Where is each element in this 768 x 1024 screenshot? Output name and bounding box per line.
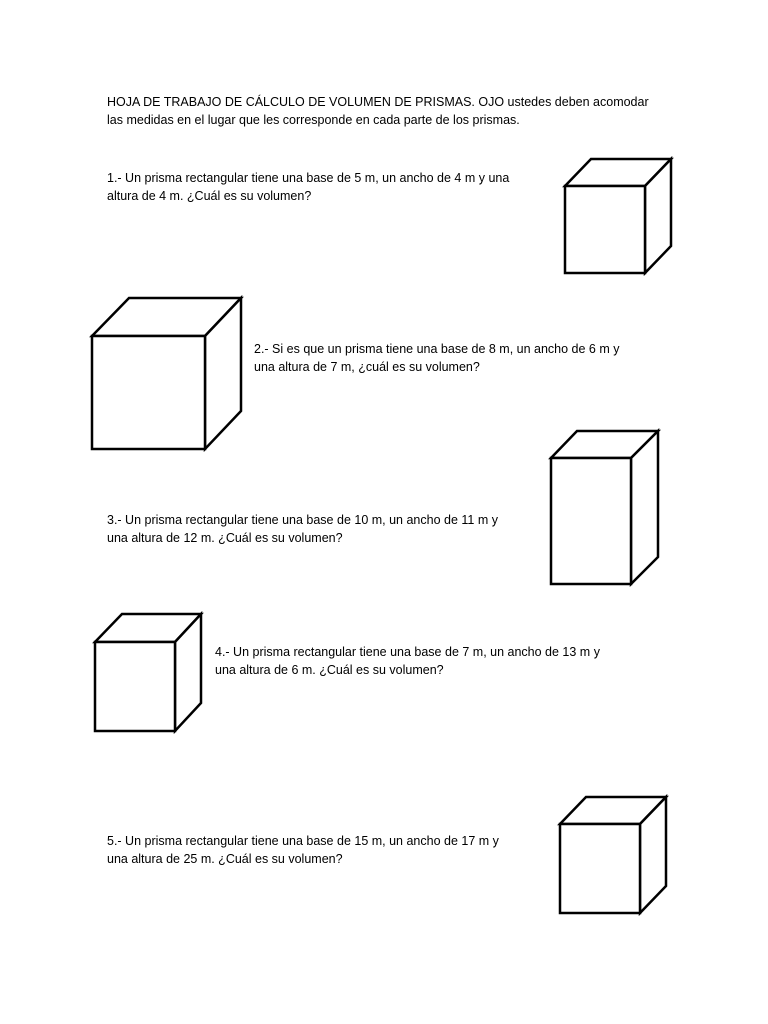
problem-1-line-1: 1.- Un prisma rectangular tiene una base de 5 m, un ancho de 4 m y una: [107, 171, 510, 185]
title-line-1: HOJA DE TRABAJO DE CÁLCULO DE VOLUMEN DE PRISMAS. OJO ustedes deben acomodar: [107, 95, 649, 109]
problem-1-line-2: altura de 4 m. ¿Cuál es su volumen?: [107, 189, 312, 203]
problem-5-line-1: 5.- Un prisma rectangular tiene una base de 15 m, un ancho de 17 m y: [107, 834, 499, 848]
prism-4-front-face: [95, 642, 175, 731]
problem-3-line-2: una altura de 12 m. ¿Cuál es su volumen?: [107, 531, 343, 545]
problem-3-line-1: 3.- Un prisma rectangular tiene una base de 10 m, un ancho de 11 m y: [107, 513, 498, 527]
prism-1-drawing: [560, 154, 676, 278]
prism-1-front-face: [565, 186, 645, 273]
prism-2-front-face: [92, 336, 205, 449]
problem-5: [107, 832, 499, 868]
problem-4-line-2: una altura de 6 m. ¿Cuál es su volumen?: [215, 663, 444, 677]
problem-3: [107, 511, 498, 547]
problem-2-line-2: una altura de 7 m, ¿cuál es su volumen?: [254, 360, 480, 374]
problem-4-line-1: 4.- Un prisma rectangular tiene una base de 7 m, un ancho de 13 m y: [215, 645, 600, 659]
problem-1: [107, 169, 509, 205]
problem-2-line-1: 2.- Si es que un prisma tiene una base de 8 m, un ancho de 6 m y: [254, 342, 620, 356]
prism-3-side-face: [631, 431, 658, 584]
problem-4: [215, 643, 600, 679]
prism-4-drawing: [90, 609, 206, 736]
problem-2: [254, 340, 620, 376]
prism-5-drawing: [555, 792, 671, 918]
prism-2-drawing: [87, 293, 246, 454]
title-line-2: las medidas en el lugar que les corresponde en cada parte de los prismas.: [107, 113, 520, 127]
prism-5-front-face: [560, 824, 640, 913]
prism-3-drawing: [546, 426, 663, 589]
prism-3-front-face: [551, 458, 631, 584]
worksheet-title: [107, 93, 649, 129]
problem-5-line-2: una altura de 25 m. ¿Cuál es su volumen?: [107, 852, 343, 866]
